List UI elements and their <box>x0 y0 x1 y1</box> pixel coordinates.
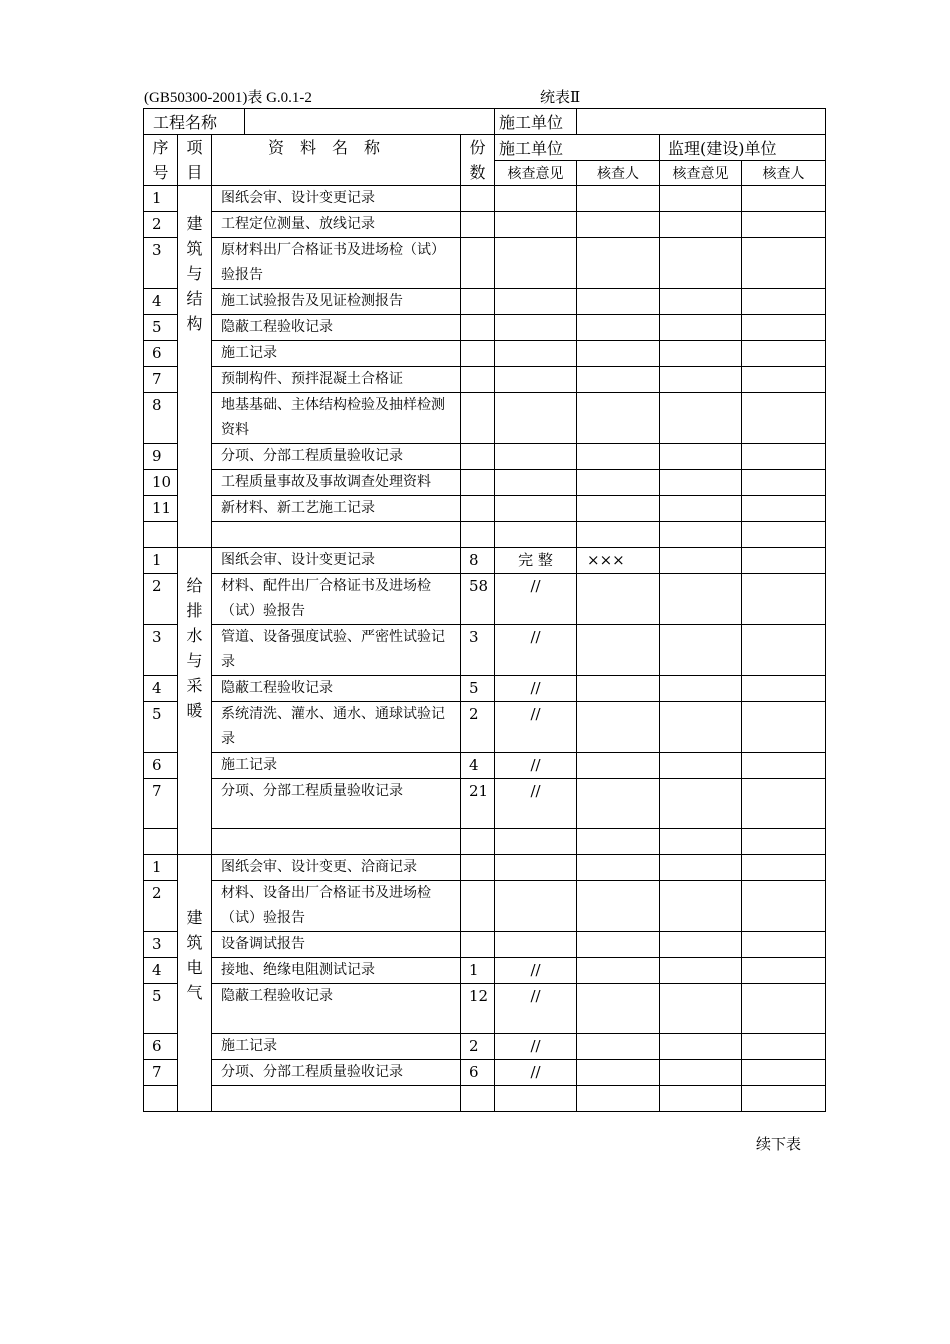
doc-name-cell: 施工试验报告及见证检测报告 <box>212 289 461 315</box>
seq-cell: 11 <box>144 496 178 522</box>
table-row <box>144 547 826 573</box>
check-opinion-cell[interactable] <box>495 289 577 315</box>
category-char: 与 <box>186 264 203 283</box>
seq-cell: 7 <box>144 1060 178 1086</box>
doc-name-cell: 新材料、新工艺施工记录 <box>212 496 461 522</box>
check-opinion-cell[interactable] <box>495 1086 577 1112</box>
supervision-opinion-cell[interactable] <box>660 854 742 880</box>
seq-cell <box>144 829 178 855</box>
table-row <box>144 829 826 855</box>
supervision-checker-cell[interactable] <box>742 496 826 522</box>
count-cell[interactable] <box>461 289 495 315</box>
doc-name-cell: 隐蔽工程验收记录 <box>212 675 461 701</box>
check-opinion-cell[interactable] <box>495 186 577 212</box>
category-char: 构 <box>186 314 203 333</box>
count-cell[interactable]: 8 <box>461 547 495 573</box>
supervision-checker-cell[interactable] <box>742 880 826 931</box>
checker-cell[interactable] <box>577 186 660 212</box>
seq-cell: 8 <box>144 393 178 444</box>
doc-name-cell: 分项、分部工程质量验收记录 <box>212 444 461 470</box>
check-opinion-cell[interactable] <box>495 393 577 444</box>
table-row <box>144 701 826 752</box>
seq-header: 序 号 <box>144 135 178 186</box>
supervision-opinion-cell[interactable] <box>660 1086 742 1112</box>
seq-cell <box>144 522 178 548</box>
count-cell[interactable] <box>461 931 495 957</box>
count-cell[interactable] <box>461 186 495 212</box>
supervision-checker-cell[interactable] <box>742 1086 826 1112</box>
supervision-checker-cell[interactable] <box>742 289 826 315</box>
check-opinion-cell[interactable]: 完 整 <box>495 547 577 573</box>
table-row <box>144 212 826 238</box>
table-row <box>144 983 826 1034</box>
doc-name-cell <box>212 1086 461 1112</box>
item-header: 项 目 <box>178 135 212 186</box>
supervision-opinion-cell[interactable] <box>660 315 742 341</box>
table-row <box>144 854 826 880</box>
supervision-opinion-cell[interactable] <box>660 341 742 367</box>
table-row <box>144 444 826 470</box>
supervision-opinion-cell[interactable] <box>660 522 742 548</box>
category-char: 筑 <box>186 932 203 952</box>
count-cell[interactable]: 6 <box>461 1060 495 1086</box>
supervision-opinion-cell[interactable] <box>660 701 742 752</box>
count-cell[interactable]: 12 <box>461 983 495 1034</box>
category-char: 排 <box>186 600 203 620</box>
count-cell[interactable]: 3 <box>461 624 495 675</box>
check-opinion-cell[interactable]: // <box>495 573 577 624</box>
checker-cell[interactable] <box>577 367 660 393</box>
supervision-opinion-cell[interactable] <box>660 675 742 701</box>
supervision-checker-cell[interactable] <box>742 547 826 573</box>
count-cell[interactable] <box>461 496 495 522</box>
check-opinion-cell[interactable] <box>495 367 577 393</box>
check-opinion-cell[interactable] <box>495 212 577 238</box>
seq-cell: 9 <box>144 444 178 470</box>
supervision-opinion-cell[interactable] <box>660 880 742 931</box>
count-cell[interactable]: 58 <box>461 573 495 624</box>
table-row <box>144 238 826 289</box>
supervision-opinion-cell[interactable] <box>660 289 742 315</box>
category-char: 电 <box>186 957 203 977</box>
construction-unit-label: 施工单位 <box>495 109 577 135</box>
count-cell[interactable] <box>461 854 495 880</box>
seq-cell: 6 <box>144 341 178 367</box>
supervision-opinion-cell[interactable] <box>660 212 742 238</box>
form-code: (GB50300-2001)表 G.0.1-2 <box>144 90 312 106</box>
checker-cell[interactable] <box>577 1060 660 1086</box>
table-row <box>144 880 826 931</box>
supervision-opinion-cell[interactable] <box>660 931 742 957</box>
supervision-checker-cell[interactable] <box>742 829 826 855</box>
doc-name-cell: 接地、绝缘电阻测试记录 <box>212 957 461 983</box>
count-cell[interactable] <box>461 444 495 470</box>
count-cell[interactable] <box>461 470 495 496</box>
supervision-opinion-cell[interactable] <box>660 829 742 855</box>
checker-cell[interactable] <box>577 624 660 675</box>
continued-note: 续下表 <box>756 1135 802 1153</box>
supervision-checker-cell[interactable] <box>742 675 826 701</box>
supervision-unit-header: 监理(建设)单位 <box>660 135 826 161</box>
category-cell <box>178 547 212 854</box>
doc-name-cell: 地基基础、主体结构检验及抽样检测资料 <box>212 393 461 444</box>
doc-name-cell: 图纸会审、设计变更、洽商记录 <box>212 854 461 880</box>
supervision-opinion-cell[interactable] <box>660 393 742 444</box>
supervision-opinion-cell[interactable] <box>660 547 742 573</box>
doc-name-cell: 施工记录 <box>212 752 461 778</box>
category-cell <box>178 854 212 1111</box>
count-cell[interactable]: 4 <box>461 752 495 778</box>
seq-cell: 7 <box>144 367 178 393</box>
count-cell[interactable] <box>461 393 495 444</box>
supervision-opinion-cell[interactable] <box>660 444 742 470</box>
supervision-opinion-cell[interactable] <box>660 624 742 675</box>
checker-cell[interactable]: ××× <box>577 547 660 573</box>
seq-cell: 2 <box>144 212 178 238</box>
doc-name-cell: 原材料出厂合格证书及进场检（试）验报告 <box>212 238 461 289</box>
check-opinion-cell[interactable] <box>495 238 577 289</box>
seq-cell: 3 <box>144 931 178 957</box>
seq-cell: 4 <box>144 957 178 983</box>
doc-name-cell: 管道、设备强度试验、严密性试验记录 <box>212 624 461 675</box>
count-cell[interactable] <box>461 1086 495 1112</box>
table-row <box>144 315 826 341</box>
table-row <box>144 522 826 548</box>
checker-cell[interactable] <box>577 470 660 496</box>
checker-cell[interactable] <box>577 341 660 367</box>
count-cell[interactable]: 5 <box>461 675 495 701</box>
supervision-opinion-cell[interactable] <box>660 470 742 496</box>
count-cell[interactable] <box>461 341 495 367</box>
doc-name-cell: 分项、分部工程质量验收记录 <box>212 1060 461 1086</box>
seq-cell: 6 <box>144 1034 178 1060</box>
category-char: 建 <box>186 214 203 233</box>
table-row <box>144 186 826 212</box>
table-row <box>144 470 826 496</box>
count-cell[interactable]: 1 <box>461 957 495 983</box>
table-row <box>144 1060 826 1086</box>
seq-cell: 4 <box>144 289 178 315</box>
doc-name-cell: 分项、分部工程质量验收记录 <box>212 778 461 829</box>
seq-cell: 5 <box>144 701 178 752</box>
doc-name-cell: 隐蔽工程验收记录 <box>212 315 461 341</box>
checker-cell[interactable] <box>577 931 660 957</box>
supervision-opinion-cell[interactable] <box>660 983 742 1034</box>
doc-name-cell: 预制构件、预拌混凝土合格证 <box>212 367 461 393</box>
table-row <box>144 778 826 829</box>
table-row <box>144 1034 826 1060</box>
checker-cell[interactable] <box>577 238 660 289</box>
supervision-checker-cell[interactable] <box>742 701 826 752</box>
supervision-checker-cell[interactable] <box>742 983 826 1034</box>
check-opinion-cell[interactable] <box>495 880 577 931</box>
supervision-checker-cell[interactable] <box>742 522 826 548</box>
count-header: 份 数 <box>461 135 495 186</box>
checker-header: 核查人 <box>577 160 660 186</box>
seq-cell: 4 <box>144 675 178 701</box>
seq-cell: 2 <box>144 880 178 931</box>
supervision-opinion-cell[interactable] <box>660 957 742 983</box>
table-row <box>144 289 826 315</box>
supervision-checker-cell[interactable] <box>742 315 826 341</box>
supervision-checker-cell[interactable] <box>742 624 826 675</box>
doc-name-cell: 工程质量事故及事故调查处理资料 <box>212 470 461 496</box>
checker-cell[interactable] <box>577 701 660 752</box>
table-row <box>144 931 826 957</box>
seq-cell: 10 <box>144 470 178 496</box>
supervision-checker-cell[interactable] <box>742 186 826 212</box>
checker-cell[interactable] <box>577 496 660 522</box>
table-row <box>144 393 826 444</box>
check-opinion-cell[interactable]: // <box>495 701 577 752</box>
doc-name-cell: 设备调试报告 <box>212 931 461 957</box>
checker-cell[interactable] <box>577 675 660 701</box>
count-cell[interactable]: 2 <box>461 701 495 752</box>
supervision-checker-cell[interactable] <box>742 341 826 367</box>
category-char: 气 <box>186 982 203 1002</box>
supervision-checker-cell[interactable] <box>742 238 826 289</box>
doc-name-header: 资 料 名 称 <box>212 135 461 186</box>
checker-cell[interactable] <box>577 752 660 778</box>
check-opinion-cell[interactable] <box>495 829 577 855</box>
check-opinion-cell[interactable]: // <box>495 675 577 701</box>
supervision-opinion-cell[interactable] <box>660 1034 742 1060</box>
construction-unit-value[interactable] <box>577 109 826 135</box>
check-opinion-cell[interactable]: // <box>495 752 577 778</box>
seq-cell: 2 <box>144 573 178 624</box>
table-row <box>144 341 826 367</box>
supervision-opinion-cell[interactable] <box>660 238 742 289</box>
table-row <box>144 957 826 983</box>
category-char: 给 <box>186 575 203 595</box>
supervision-check-opinion-header: 核查意见 <box>660 160 742 186</box>
table-row <box>144 1086 826 1112</box>
table-row <box>144 752 826 778</box>
seq-cell: 1 <box>144 854 178 880</box>
table-row <box>144 573 826 624</box>
supervision-checker-cell[interactable] <box>742 778 826 829</box>
supervision-checker-cell[interactable] <box>742 931 826 957</box>
count-cell[interactable] <box>461 829 495 855</box>
supervision-opinion-cell[interactable] <box>660 186 742 212</box>
check-opinion-cell[interactable] <box>495 854 577 880</box>
check-opinion-cell[interactable] <box>495 496 577 522</box>
check-opinion-cell[interactable]: // <box>495 624 577 675</box>
supervision-opinion-cell[interactable] <box>660 573 742 624</box>
category-char: 筑 <box>186 239 203 258</box>
check-opinion-cell[interactable] <box>495 444 577 470</box>
supervision-checker-cell[interactable] <box>742 470 826 496</box>
supervision-opinion-cell[interactable] <box>660 496 742 522</box>
check-opinion-cell[interactable]: // <box>495 1060 577 1086</box>
checker-cell[interactable] <box>577 393 660 444</box>
table-row <box>144 496 826 522</box>
construction-unit-header: 施工单位 <box>495 135 660 161</box>
supervision-opinion-cell[interactable] <box>660 752 742 778</box>
document-checklist-table <box>143 108 826 1112</box>
check-opinion-header: 核查意见 <box>495 160 577 186</box>
doc-name-cell: 图纸会审、设计变更记录 <box>212 547 461 573</box>
checker-cell[interactable] <box>577 778 660 829</box>
doc-name-cell <box>212 522 461 548</box>
check-opinion-cell[interactable] <box>495 315 577 341</box>
seq-cell: 1 <box>144 547 178 573</box>
seq-cell: 3 <box>144 238 178 289</box>
check-opinion-cell[interactable]: // <box>495 983 577 1034</box>
check-opinion-cell[interactable] <box>495 341 577 367</box>
check-opinion-cell[interactable] <box>495 931 577 957</box>
checker-cell[interactable] <box>577 444 660 470</box>
doc-name-cell: 工程定位测量、放线记录 <box>212 212 461 238</box>
doc-name-cell: 材料、配件出厂合格证书及进场检（试）验报告 <box>212 573 461 624</box>
category-char: 建 <box>186 907 203 927</box>
category-char: 与 <box>186 650 203 670</box>
checker-cell[interactable] <box>577 829 660 855</box>
supervision-checker-cell[interactable] <box>742 752 826 778</box>
seq-cell: 1 <box>144 186 178 212</box>
seq-cell: 6 <box>144 752 178 778</box>
count-cell[interactable] <box>461 367 495 393</box>
supervision-checker-cell[interactable] <box>742 1034 826 1060</box>
table-row <box>144 675 826 701</box>
checker-cell[interactable] <box>577 854 660 880</box>
checker-cell[interactable] <box>577 573 660 624</box>
count-cell[interactable] <box>461 880 495 931</box>
supervision-opinion-cell[interactable] <box>660 1060 742 1086</box>
seq-cell: 5 <box>144 983 178 1034</box>
supervision-checker-cell[interactable] <box>742 1060 826 1086</box>
checker-cell[interactable] <box>577 1086 660 1112</box>
checker-cell[interactable] <box>577 957 660 983</box>
seq-cell: 3 <box>144 624 178 675</box>
supervision-checker-cell[interactable] <box>742 212 826 238</box>
count-cell[interactable] <box>461 238 495 289</box>
checker-cell[interactable] <box>577 212 660 238</box>
doc-name-cell: 隐蔽工程验收记录 <box>212 983 461 1034</box>
doc-name-cell: 图纸会审、设计变更记录 <box>212 186 461 212</box>
project-name-label: 工程名称 <box>144 109 245 135</box>
count-cell[interactable] <box>461 212 495 238</box>
checker-cell[interactable] <box>577 1034 660 1060</box>
project-name-value[interactable] <box>245 109 495 135</box>
check-opinion-cell[interactable]: // <box>495 957 577 983</box>
seq-cell: 7 <box>144 778 178 829</box>
supervision-checker-cell[interactable] <box>742 367 826 393</box>
supervision-checker-cell[interactable] <box>742 573 826 624</box>
check-opinion-cell[interactable]: // <box>495 778 577 829</box>
supervision-opinion-cell[interactable] <box>660 778 742 829</box>
checker-cell[interactable] <box>577 880 660 931</box>
seq-cell: 5 <box>144 315 178 341</box>
checker-cell[interactable] <box>577 522 660 548</box>
form-subtitle: 统表Ⅱ <box>540 88 581 106</box>
category-char: 采 <box>186 675 203 695</box>
count-cell[interactable] <box>461 315 495 341</box>
doc-name-cell: 材料、设备出厂合格证书及进场检（试）验报告 <box>212 880 461 931</box>
supervision-checker-cell[interactable] <box>742 957 826 983</box>
count-cell[interactable]: 2 <box>461 1034 495 1060</box>
seq-cell <box>144 1086 178 1112</box>
check-opinion-cell[interactable] <box>495 522 577 548</box>
table-row <box>144 367 826 393</box>
check-opinion-cell[interactable]: // <box>495 1034 577 1060</box>
doc-name-cell: 施工记录 <box>212 1034 461 1060</box>
doc-name-cell: 系统清洗、灌水、通水、通球试验记录 <box>212 701 461 752</box>
table-row <box>144 624 826 675</box>
category-cell <box>178 186 212 548</box>
checker-cell[interactable] <box>577 315 660 341</box>
supervision-checker-header: 核查人 <box>742 160 826 186</box>
category-char: 水 <box>186 625 203 645</box>
supervision-checker-cell[interactable] <box>742 444 826 470</box>
doc-name-cell <box>212 829 461 855</box>
checker-cell[interactable] <box>577 289 660 315</box>
count-cell[interactable] <box>461 522 495 548</box>
supervision-opinion-cell[interactable] <box>660 367 742 393</box>
checker-cell[interactable] <box>577 983 660 1034</box>
supervision-checker-cell[interactable] <box>742 854 826 880</box>
category-char: 结 <box>186 289 203 308</box>
category-char: 暖 <box>186 700 203 720</box>
count-cell[interactable]: 21 <box>461 778 495 829</box>
doc-name-cell: 施工记录 <box>212 341 461 367</box>
supervision-checker-cell[interactable] <box>742 393 826 444</box>
check-opinion-cell[interactable] <box>495 470 577 496</box>
